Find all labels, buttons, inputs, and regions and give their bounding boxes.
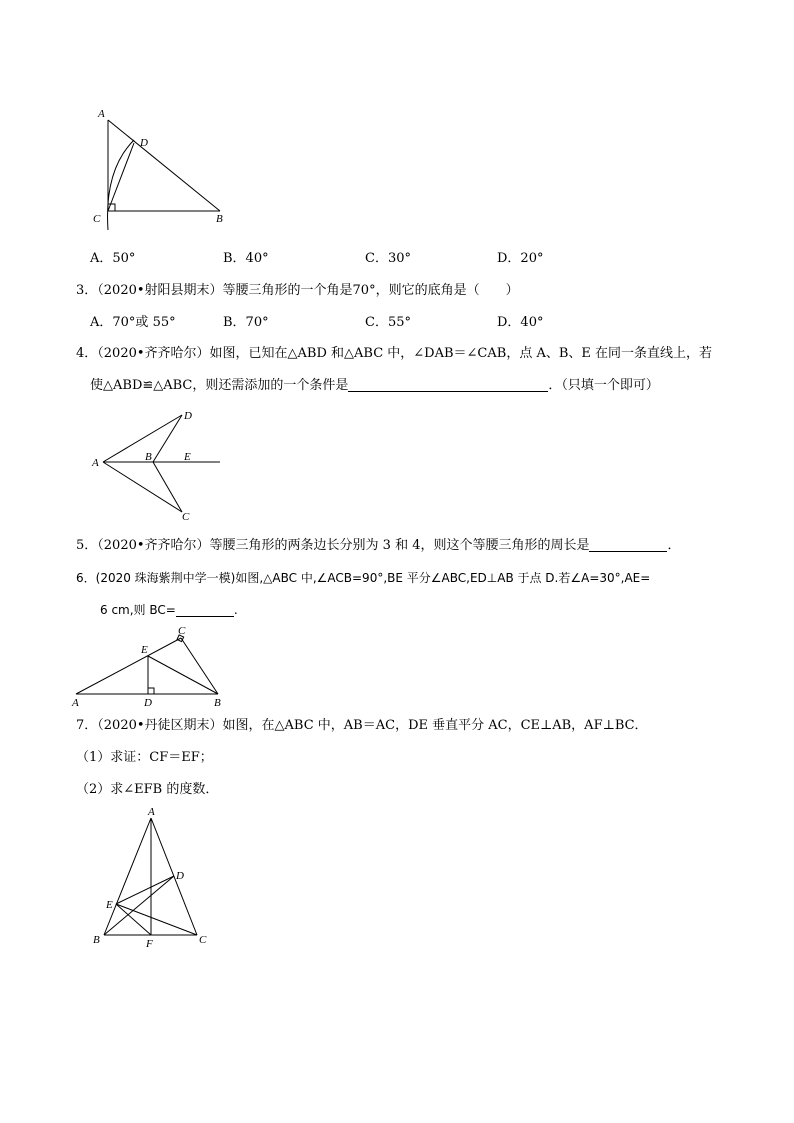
- fig4-label-e: E: [184, 451, 191, 463]
- q2-option-c[interactable]: C．30°: [365, 251, 411, 266]
- fig4-label-a: A: [92, 457, 99, 469]
- q4-text-line1: （2020•齐齐哈尔）如图，已知在△ABD 和△ABC 中，∠DAB＝∠CAB，点 A、B、E 在同一条直线上，若: [97, 346, 713, 361]
- q3-option-a[interactable]: A．70°或 55°: [90, 315, 176, 330]
- q5-text-pre: （2020•齐齐哈尔）等腰三角形的两条边长分别为 3 和 4，则这个等腰三角形的周长是: [97, 538, 590, 553]
- q6-text-line1: (2020 珠海紫荆中学一模)如图,△ABC 中,∠ACB=90°,BE 平分∠ABC,ED⊥AB 于点 D.若∠A=30°,AE=: [95, 571, 651, 585]
- fig4-label-d: D: [184, 410, 192, 422]
- fig4-label-b: B: [145, 451, 152, 463]
- q4-number: 4．: [76, 346, 98, 361]
- fig7-label-d: D: [176, 870, 184, 882]
- fig7-label-c: C: [199, 934, 207, 946]
- q3-option-c[interactable]: C．55°: [365, 315, 411, 330]
- q6-text-line2-post: .: [233, 603, 238, 617]
- fig7-label-f: F: [146, 938, 153, 950]
- q5-text-post: ．: [667, 538, 681, 553]
- q7-sub1: （1）求证：CF＝EF；: [76, 750, 213, 765]
- fig7-label-e: E: [106, 899, 113, 911]
- q2-option-a[interactable]: A．50°: [90, 251, 136, 266]
- q4-text-line2-pre: 使△ABD≌△ABC，则还需添加的一个条件是: [90, 378, 349, 393]
- fig4-label-c: C: [182, 511, 190, 523]
- q6-number: 6．: [76, 571, 96, 585]
- q4-text-line2-post: ．（只填一个即可）: [548, 378, 659, 393]
- fig6-label-c: C: [178, 625, 186, 637]
- fig1-label-b: B: [216, 213, 223, 225]
- q7-number: 7．: [76, 718, 98, 733]
- q3-text: （2020•射阳县期末）等腰三角形的一个角是70°，则它的底角是（ ）: [97, 283, 519, 298]
- fig1-label-d: D: [140, 137, 148, 149]
- q3-number: 3．: [76, 283, 98, 298]
- fig7-label-a: A: [148, 806, 155, 818]
- fig1-label-a: A: [98, 108, 105, 120]
- fig1-label-c: C: [93, 213, 101, 225]
- q5-number: 5．: [76, 538, 98, 553]
- fig6-label-a: A: [72, 697, 79, 709]
- fig6-label-d: D: [144, 697, 152, 709]
- q7-sub2: （2）求∠EFB 的度数．: [76, 782, 219, 797]
- q6-text-line2-pre: 6 cm,则 BC=: [100, 603, 176, 617]
- fig7-label-b: B: [93, 934, 100, 946]
- fig6-label-e: E: [141, 644, 148, 656]
- q7-text: （2020•丹徒区期末）如图，在△ABC 中，AB＝AC，DE 垂直平分 AC，CE⊥AB，AF⊥BC．: [97, 718, 648, 733]
- q2-option-d[interactable]: D．20°: [497, 251, 544, 266]
- q3-option-b[interactable]: B．70°: [223, 315, 269, 330]
- q2-option-b[interactable]: B．40°: [223, 251, 269, 266]
- fig6-label-b: B: [214, 697, 221, 709]
- q3-option-d[interactable]: D．40°: [497, 315, 544, 330]
